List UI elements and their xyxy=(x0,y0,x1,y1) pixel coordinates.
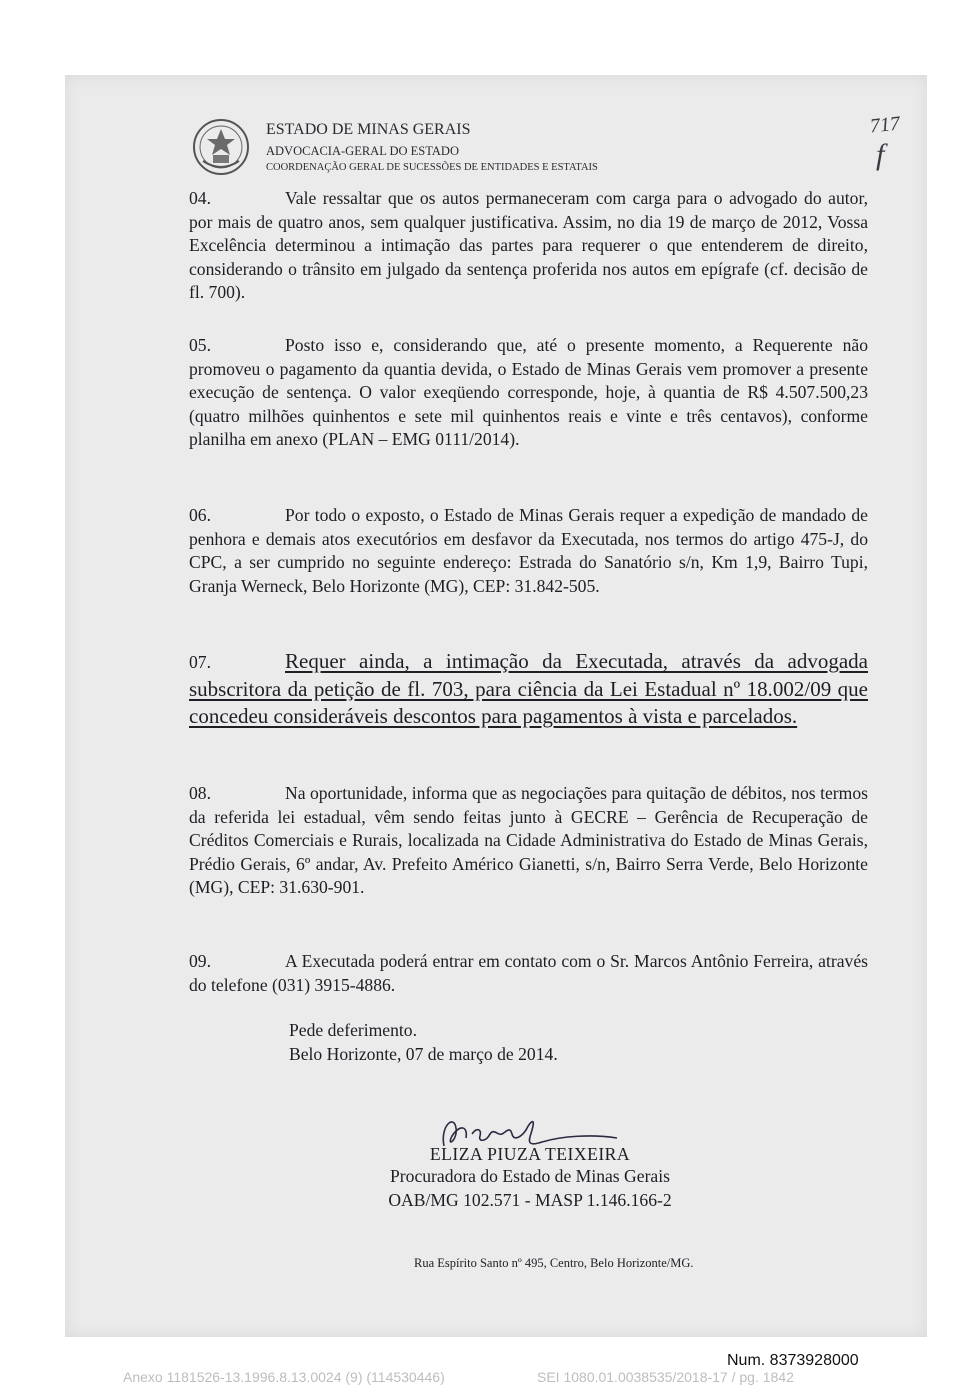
paragraph-08 xyxy=(189,782,868,900)
signatory-registration: OAB/MG 102.571 - MASP 1.146.166-2 xyxy=(388,1190,672,1210)
paragraph-05 xyxy=(189,334,868,452)
paragraph-number: 04. xyxy=(189,188,211,208)
header-unit: COORDENAÇÃO GERAL DE SUCESSÕES DE ENTIDADES E ESTATAIS xyxy=(266,162,598,173)
footer-anexo: Anexo 1181526-13.1996.8.13.0024 (9) (114530446) xyxy=(123,1369,445,1385)
coat-of-arms-icon xyxy=(191,117,251,177)
handwritten-mark: f xyxy=(876,138,885,171)
paragraph-text: Posto isso e, considerando que, até o presente momento, a Requerente não promoveu o pagamento da quantia devida, o Estado de Minas Gerais vem promover a presente execução de sentença. O valor exeqüendo corresponde, hoje, à quantia de R$ 4.507.500,23 (quatro milhões quinhentos e sete mil quinhentos reais e vinte e três centavos), conforme planilha em anexo (PLAN – EMG 0111/2014). xyxy=(189,335,868,449)
signatory-name: ELIZA PIUZA TEIXEIRA xyxy=(429,1144,631,1164)
closing-place-date: Belo Horizonte, 07 de março de 2014. xyxy=(289,1044,558,1064)
paragraph-text: Por todo o exposto, o Estado de Minas Gerais requer a expedição de mandado de penhora e demais atos executórios em desfavor da Executada, nos termos do artigo 475-J, do CPC, a ser cumprido no seguinte endereço: Estrada do Sanatório s/n, Km 1,9, Bairro Tupi, Granja Werneck, Belo Horizonte (MG), CEP: 31.842-505. xyxy=(189,505,868,596)
paragraph-text: Na oportunidade, informa que as negociações para quitação de débitos, nos termos da referida lei estadual, vêm sendo feitas junto à GECRE – Gerência de Recuperação de Créditos Comerciais e Rurais, localizada na Cidade Administrativa do Estado de Minas Gerais, Prédio Gerais, 6º andar, Av. Prefeito Américo Gianetti, s/n, Bairro Serra Verde, Belo Horizonte (MG), CEP: 31.630-901. xyxy=(189,783,868,897)
footer-sei: SEI 1080.01.0038535/2018-17 / pg. 1842 xyxy=(537,1369,794,1385)
paragraph-09 xyxy=(189,950,868,997)
paragraph-number: 08. xyxy=(189,783,211,803)
office-address: Rua Espírito Santo nº 495, Centro, Belo Horizonte/MG. xyxy=(414,1256,694,1270)
paragraph-number: 05. xyxy=(189,335,211,355)
document-number: Num. 8373928000 xyxy=(727,1352,859,1369)
paragraph-text: Vale ressaltar que os autos permaneceram com carga para o advogado do autor, por mais de quatro anos, sem qualquer justificativa. Assim, no dia 19 de março de 2012, Vossa Excelência determinou a intimação das partes para requerer o que entenderem de direito, considerando o trânsito em julgado da sentença proferida nos autos em epígrafe (cf. decisão de fl. 700). xyxy=(189,188,868,302)
paragraph-number: 09. xyxy=(189,951,211,971)
paragraph-number: 06. xyxy=(189,505,211,525)
handwritten-folio: 717 xyxy=(868,112,902,138)
header-state: ESTADO DE MINAS GERAIS xyxy=(266,121,471,138)
paragraph-04 xyxy=(189,187,868,305)
paragraph-06 xyxy=(189,504,868,598)
paragraph-text: A Executada poderá entrar em contato com o Sr. Marcos Antônio Ferreira, através do telefone (031) 3915-4886. xyxy=(189,951,868,995)
paragraph-07 xyxy=(189,648,868,730)
header-agency: ADVOCACIA-GERAL DO ESTADO xyxy=(266,144,459,158)
closing-request: Pede deferimento. xyxy=(289,1020,417,1040)
signatory-title: Procuradora do Estado de Minas Gerais xyxy=(390,1166,670,1186)
paragraph-text-underlined: Requer ainda, a intimação da Executada, através da advogada subscritora da petição de fl. 703, para ciência da Lei Estadual nº 18.002/09 que concedeu consideráveis descontos para pagamentos à vista e parcelados. xyxy=(189,649,868,728)
paragraph-number: 07. xyxy=(189,652,211,672)
